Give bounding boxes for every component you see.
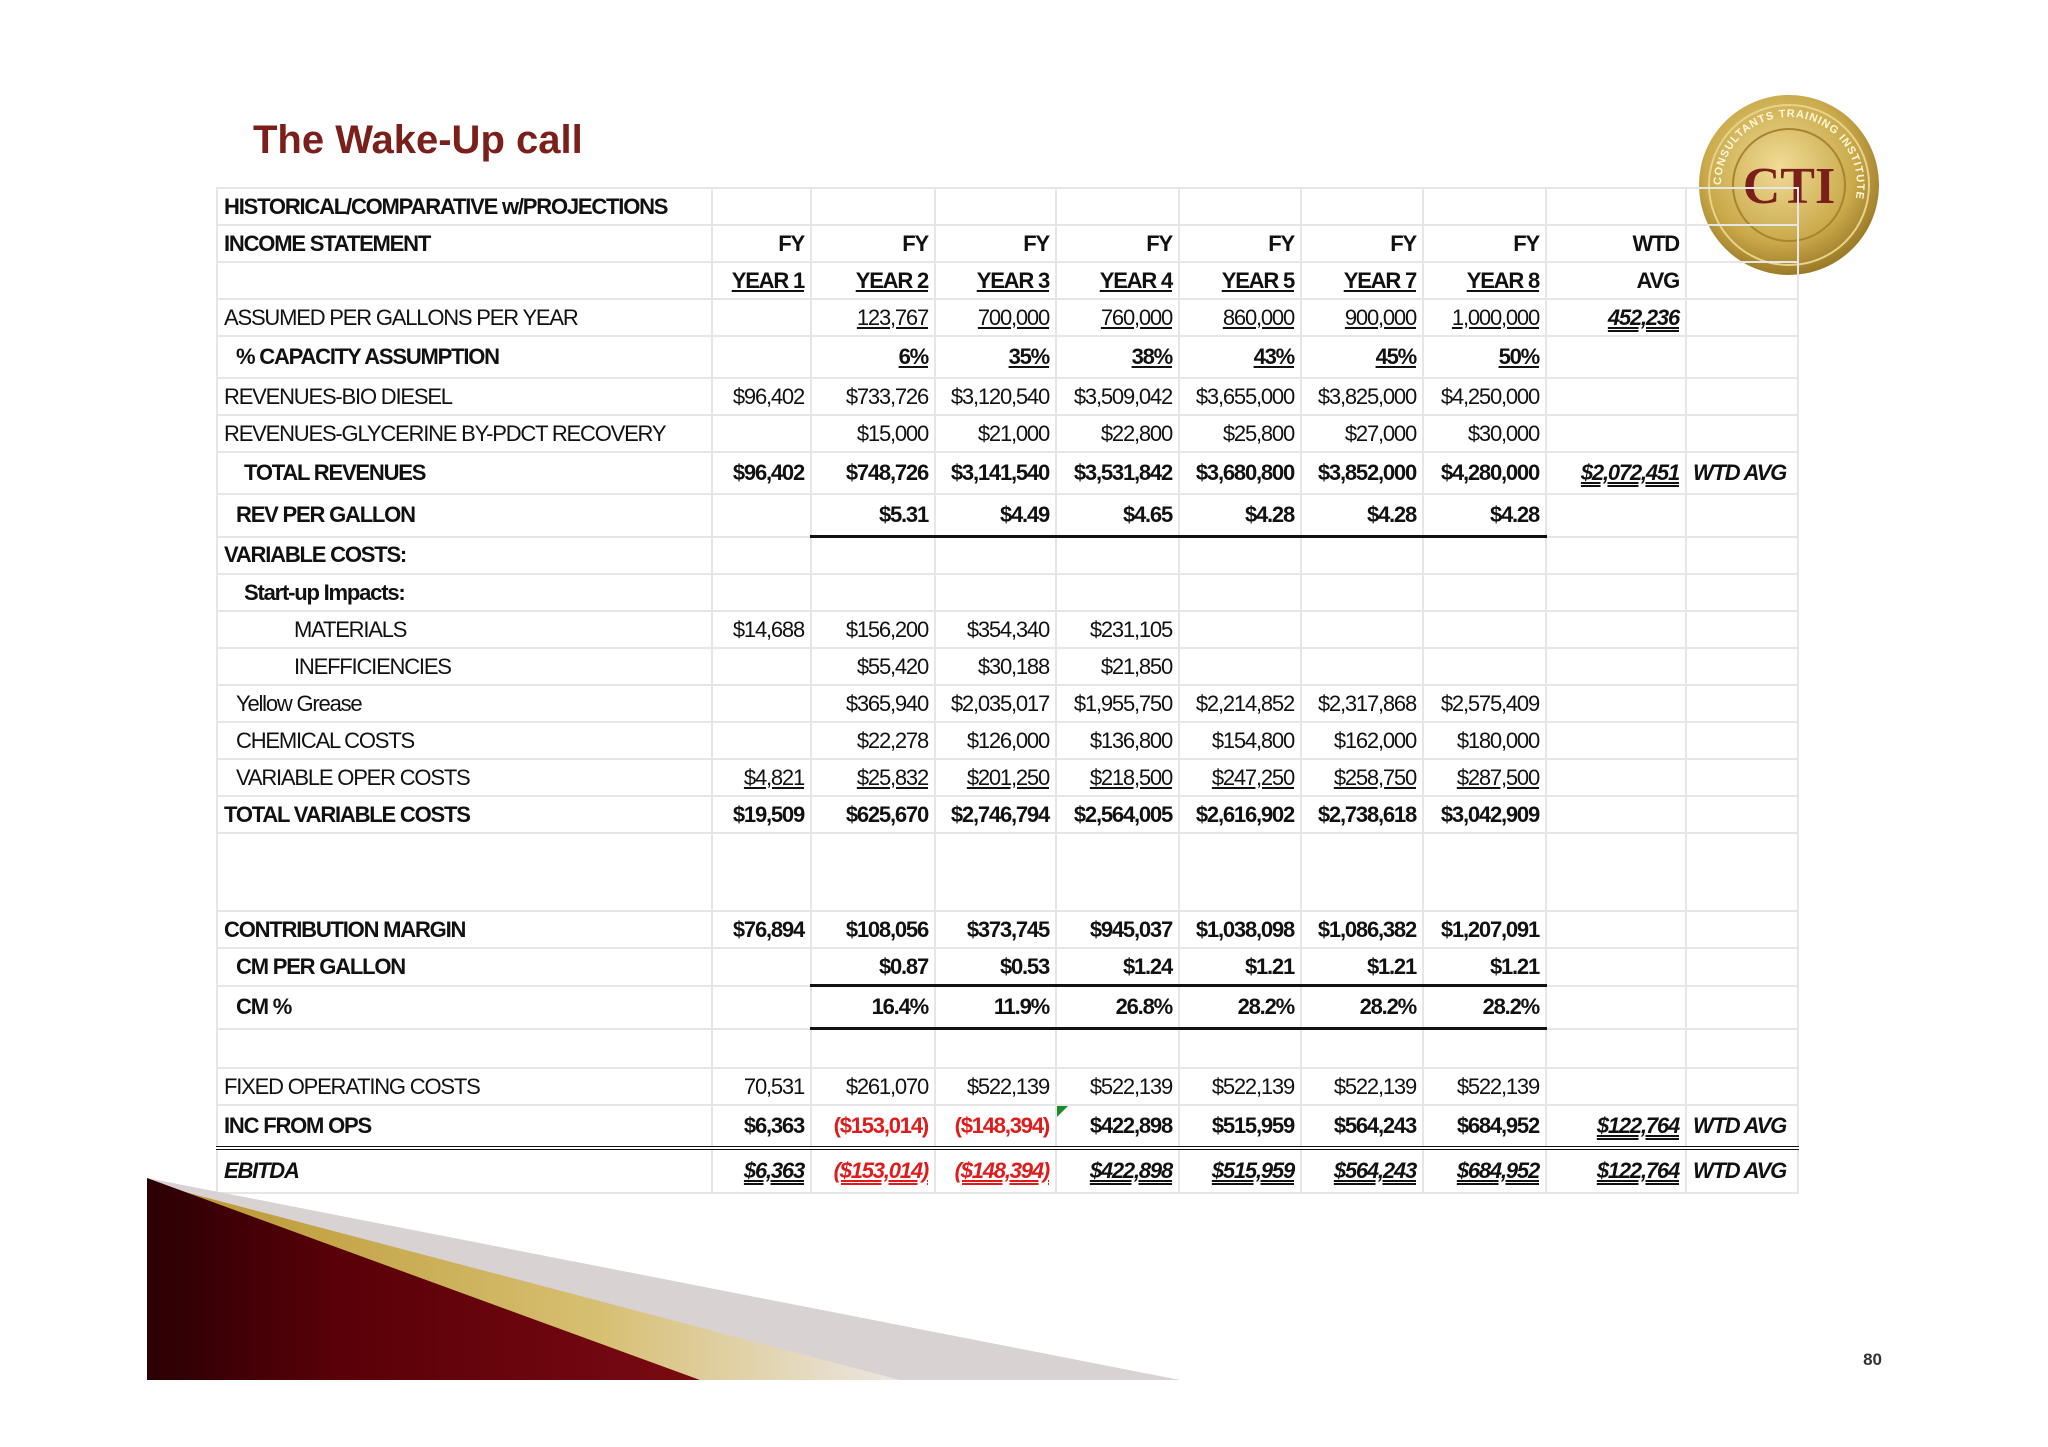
cell: $287,500 bbox=[1423, 759, 1546, 796]
fy-label: FY bbox=[1056, 225, 1179, 262]
cell: $522,139 bbox=[1423, 1068, 1546, 1105]
cell: 45% bbox=[1301, 336, 1423, 378]
fy-label: FY bbox=[1179, 225, 1301, 262]
cell: 6% bbox=[811, 336, 935, 378]
year-label: YEAR 2 bbox=[811, 262, 935, 299]
cell: $3,531,842 bbox=[1056, 452, 1179, 494]
cell: $3,141,540 bbox=[935, 452, 1056, 494]
cell: $1.24 bbox=[1056, 948, 1179, 986]
cell: $15,000 bbox=[811, 415, 935, 452]
cell: $96,402 bbox=[712, 378, 811, 415]
cell: 1,000,000 bbox=[1423, 299, 1546, 336]
cell: ($148,394) bbox=[935, 1105, 1056, 1148]
cell: $4.28 bbox=[1301, 494, 1423, 537]
row-label: % CAPACITY ASSUMPTION bbox=[217, 336, 712, 378]
fy-label: FY bbox=[811, 225, 935, 262]
wtd-avg-note: WTD AVG bbox=[1686, 1105, 1798, 1148]
page-number: 80 bbox=[1863, 1350, 1882, 1369]
cell: $625,670 bbox=[811, 796, 935, 833]
cell: $373,745 bbox=[935, 911, 1056, 948]
year-label: YEAR 4 bbox=[1056, 262, 1179, 299]
cell: $126,000 bbox=[935, 722, 1056, 759]
slide-title: The Wake-Up call bbox=[253, 118, 583, 162]
cell: $201,250 bbox=[935, 759, 1056, 796]
wtd-cell: $122,764 bbox=[1546, 1105, 1686, 1148]
year-label: YEAR 8 bbox=[1423, 262, 1546, 299]
cell: $522,139 bbox=[935, 1068, 1056, 1105]
cell: $180,000 bbox=[1423, 722, 1546, 759]
row-label: Yellow Grease bbox=[217, 685, 712, 722]
year-label: YEAR 5 bbox=[1179, 262, 1301, 299]
cell: $2,575,409 bbox=[1423, 685, 1546, 722]
cell: $4,280,000 bbox=[1423, 452, 1546, 494]
cell: $1,955,750 bbox=[1056, 685, 1179, 722]
cell: ($153,014) bbox=[811, 1148, 935, 1193]
cell: 16.4% bbox=[811, 986, 935, 1029]
cell: $3,680,800 bbox=[1179, 452, 1301, 494]
statement-label: INCOME STATEMENT bbox=[217, 225, 712, 262]
fy-label: FY bbox=[712, 225, 811, 262]
cell: $231,105 bbox=[1056, 611, 1179, 648]
cell: $6,363 bbox=[712, 1105, 811, 1148]
cell: $25,832 bbox=[811, 759, 935, 796]
wtd-cell: 452,236 bbox=[1546, 299, 1686, 336]
cell: 28.2% bbox=[1179, 986, 1301, 1029]
row-label: CHEMICAL COSTS bbox=[217, 722, 712, 759]
cell: $515,959 bbox=[1179, 1105, 1301, 1148]
cell: $27,000 bbox=[1301, 415, 1423, 452]
wtd-avg-note: WTD AVG bbox=[1686, 452, 1798, 494]
cell: $1.21 bbox=[1423, 948, 1546, 986]
cell: $3,509,042 bbox=[1056, 378, 1179, 415]
row-label: REVENUES-GLYCERINE BY-PDCT RECOVERY bbox=[217, 415, 712, 452]
cell: $4.28 bbox=[1179, 494, 1301, 537]
year-label: YEAR 1 bbox=[712, 262, 811, 299]
row-label: CM % bbox=[217, 986, 712, 1029]
cell: $2,035,017 bbox=[935, 685, 1056, 722]
row-label: CONTRIBUTION MARGIN bbox=[217, 911, 712, 948]
cell: $5.31 bbox=[811, 494, 935, 537]
cell: $3,120,540 bbox=[935, 378, 1056, 415]
cell: $76,894 bbox=[712, 911, 811, 948]
cell: $0.87 bbox=[811, 948, 935, 986]
cell: $422,898 bbox=[1056, 1105, 1179, 1148]
cell: $564,243 bbox=[1301, 1105, 1423, 1148]
row-label: MATERIALS bbox=[217, 611, 712, 648]
cell: $4.65 bbox=[1056, 494, 1179, 537]
cell: $261,070 bbox=[811, 1068, 935, 1105]
cell: ($153,014) bbox=[811, 1105, 935, 1148]
cell: $21,850 bbox=[1056, 648, 1179, 685]
cell: ($148,394) bbox=[935, 1148, 1056, 1193]
wtd-cell: $2,072,451 bbox=[1546, 452, 1686, 494]
cell: $733,726 bbox=[811, 378, 935, 415]
section-label: Start-up Impacts: bbox=[217, 574, 712, 611]
row-label: REV PER GALLON bbox=[217, 494, 712, 537]
cell: $522,139 bbox=[1179, 1068, 1301, 1105]
cell: 70,531 bbox=[712, 1068, 811, 1105]
cell: $258,750 bbox=[1301, 759, 1423, 796]
cell: $3,655,000 bbox=[1179, 378, 1301, 415]
logo-letters: CTI bbox=[1742, 158, 1836, 215]
fy-label: FY bbox=[1423, 225, 1546, 262]
cell: $162,000 bbox=[1301, 722, 1423, 759]
row-label: ASSUMED PER GALLONS PER YEAR bbox=[217, 299, 712, 336]
cell: $515,959 bbox=[1179, 1148, 1301, 1193]
cell: $247,250 bbox=[1179, 759, 1301, 796]
cell: $945,037 bbox=[1056, 911, 1179, 948]
cell: $354,340 bbox=[935, 611, 1056, 648]
cell: $564,243 bbox=[1301, 1148, 1423, 1193]
cell: $684,952 bbox=[1423, 1148, 1546, 1193]
cell: $96,402 bbox=[712, 452, 811, 494]
cell: $108,056 bbox=[811, 911, 935, 948]
avg-label: AVG bbox=[1546, 262, 1686, 299]
row-label: REVENUES-BIO DIESEL bbox=[217, 378, 712, 415]
cell: $1,086,382 bbox=[1301, 911, 1423, 948]
section-label: VARIABLE COSTS: bbox=[217, 537, 712, 575]
cell: $748,726 bbox=[811, 452, 935, 494]
cell: $422,898 bbox=[1056, 1148, 1179, 1193]
cell: $2,564,005 bbox=[1056, 796, 1179, 833]
cell: 26.8% bbox=[1056, 986, 1179, 1029]
cell: $3,042,909 bbox=[1423, 796, 1546, 833]
table-heading: HISTORICAL/COMPARATIVE w/PROJECTIONS bbox=[217, 188, 712, 225]
cell: $218,500 bbox=[1056, 759, 1179, 796]
cell: $684,952 bbox=[1423, 1105, 1546, 1148]
wtd-label: WTD bbox=[1546, 225, 1686, 262]
cell: $4.49 bbox=[935, 494, 1056, 537]
logo-ring-text: CONSULTANTS TRAINING INSTITUTE bbox=[1711, 107, 1867, 201]
row-label: INC FROM OPS bbox=[217, 1105, 712, 1148]
row-label: EBITDA bbox=[217, 1148, 712, 1193]
cell: $1.21 bbox=[1301, 948, 1423, 986]
cell: $30,188 bbox=[935, 648, 1056, 685]
cell: 28.2% bbox=[1423, 986, 1546, 1029]
row-label: VARIABLE OPER COSTS bbox=[217, 759, 712, 796]
cell: $2,214,852 bbox=[1179, 685, 1301, 722]
fy-label: FY bbox=[935, 225, 1056, 262]
cell: $22,278 bbox=[811, 722, 935, 759]
year-label: YEAR 7 bbox=[1301, 262, 1423, 299]
cell: $522,139 bbox=[1056, 1068, 1179, 1105]
cell: $14,688 bbox=[712, 611, 811, 648]
cell: $0.53 bbox=[935, 948, 1056, 986]
cell: $2,746,794 bbox=[935, 796, 1056, 833]
fy-label: FY bbox=[1301, 225, 1423, 262]
cell: 700,000 bbox=[935, 299, 1056, 336]
cell: 35% bbox=[935, 336, 1056, 378]
cell: 11.9% bbox=[935, 986, 1056, 1029]
cell: $3,852,000 bbox=[1301, 452, 1423, 494]
row-label: TOTAL REVENUES bbox=[217, 452, 712, 494]
cell: 28.2% bbox=[1301, 986, 1423, 1029]
cell: $156,200 bbox=[811, 611, 935, 648]
cell: $4,250,000 bbox=[1423, 378, 1546, 415]
cell: $30,000 bbox=[1423, 415, 1546, 452]
cell: $21,000 bbox=[935, 415, 1056, 452]
cell: $522,139 bbox=[1301, 1068, 1423, 1105]
row-label: CM PER GALLON bbox=[217, 948, 712, 986]
cell: $6,363 bbox=[712, 1148, 811, 1193]
cell: $1,207,091 bbox=[1423, 911, 1546, 948]
wtd-avg-note: WTD AVG bbox=[1686, 1148, 1798, 1193]
cell: $1.21 bbox=[1179, 948, 1301, 986]
cell: 38% bbox=[1056, 336, 1179, 378]
row-label: FIXED OPERATING COSTS bbox=[217, 1068, 712, 1105]
cell: $365,940 bbox=[811, 685, 935, 722]
row-label: INEFFICIENCIES bbox=[217, 648, 712, 685]
cell: $2,616,902 bbox=[1179, 796, 1301, 833]
cell: $25,800 bbox=[1179, 415, 1301, 452]
cell: $136,800 bbox=[1056, 722, 1179, 759]
year-label: YEAR 3 bbox=[935, 262, 1056, 299]
cell: $2,738,618 bbox=[1301, 796, 1423, 833]
cell: 860,000 bbox=[1179, 299, 1301, 336]
cell: $4.28 bbox=[1423, 494, 1546, 537]
cell: $22,800 bbox=[1056, 415, 1179, 452]
wtd-cell: $122,764 bbox=[1546, 1148, 1686, 1193]
cell: $1,038,098 bbox=[1179, 911, 1301, 948]
cell: $4,821 bbox=[712, 759, 811, 796]
cell: $3,825,000 bbox=[1301, 378, 1423, 415]
cell: $19,509 bbox=[712, 796, 811, 833]
cell: 760,000 bbox=[1056, 299, 1179, 336]
row-label: TOTAL VARIABLE COSTS bbox=[217, 796, 712, 833]
cell: 900,000 bbox=[1301, 299, 1423, 336]
cell: 123,767 bbox=[811, 299, 935, 336]
cell: $55,420 bbox=[811, 648, 935, 685]
cell: $2,317,868 bbox=[1301, 685, 1423, 722]
cell: 50% bbox=[1423, 336, 1546, 378]
cell: 43% bbox=[1179, 336, 1301, 378]
cell: $154,800 bbox=[1179, 722, 1301, 759]
